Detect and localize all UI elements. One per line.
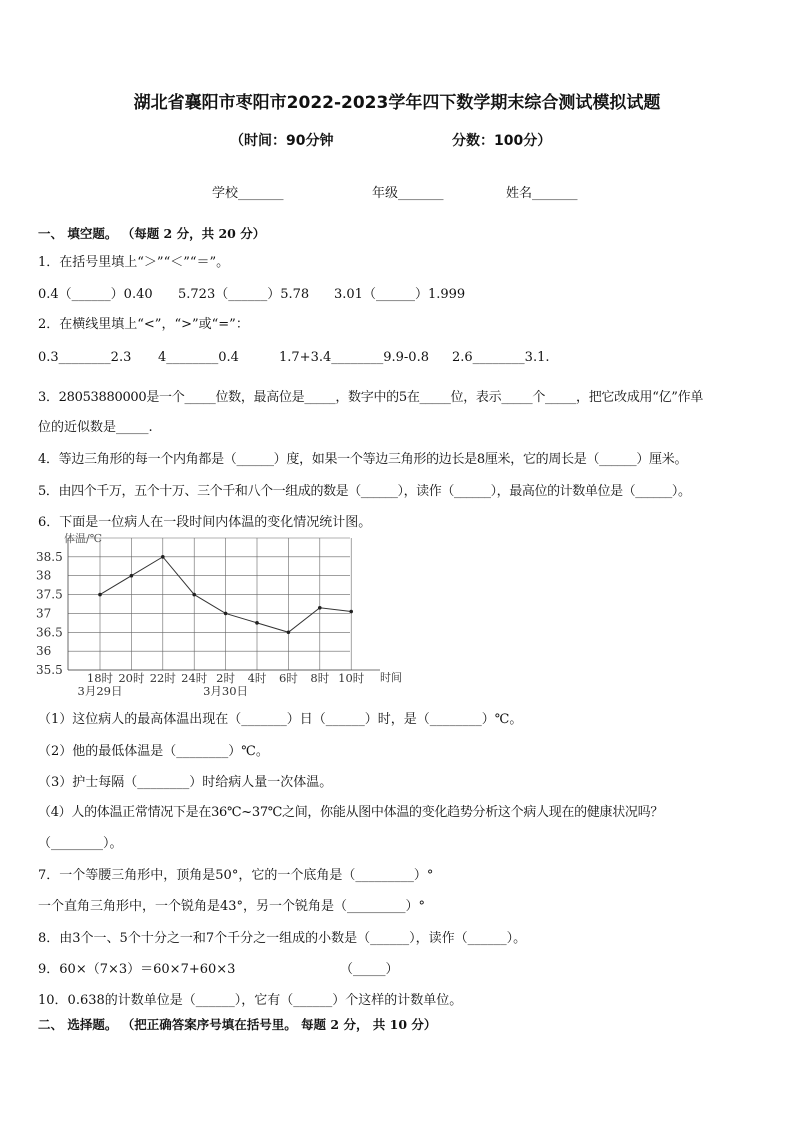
question-10: 10．0.638的计数单位是（______），它有（______）个这样的计数单位。	[38, 993, 463, 1008]
x-tick-label: 24时	[181, 671, 208, 685]
question-7-cont: 一个直角三角形中，一个锐角是43°，另一个锐角是（_________）°	[38, 899, 426, 914]
page-title: 湖北省襄阳市枣阳市2022-2023学年四下数学期末综合测试模拟试题	[133, 93, 661, 113]
q1-item: 0.4（______）0.40	[38, 287, 153, 302]
question-6: 6．下面是一位病人在一段时间内体温的变化情况统计图。	[38, 515, 372, 530]
data-point	[287, 630, 291, 634]
q1-item: 5.723（______）5.78	[178, 287, 310, 302]
question-8: 8．由3个一、5个十分之一和7个千分之一组成的小数是（______），读作（______）。	[38, 931, 527, 946]
date-labels	[78, 684, 249, 698]
y-tick-label: 35.5	[36, 663, 63, 677]
data-point	[130, 574, 134, 578]
question-2: 2．在横线里填上“<”，“>”或“=”：	[38, 317, 249, 332]
temperature-line-chart	[36, 530, 416, 700]
x-tick-label: 20时	[118, 671, 145, 685]
question-6-1: （1）这位病人的最高体温出现在（_______）日（______）时，是（________）℃。	[38, 712, 523, 727]
question-6-4-blank: （________）。	[38, 836, 123, 851]
exam-time: （时间：90分钟	[230, 133, 334, 149]
question-6-2: （2）他的最低体温是（________）℃。	[38, 744, 269, 759]
question-4: 4．等边三角形的每一个内角都是（______）度，如果一个等边三角形的边长是8厘米，它的周长是（______）厘米。	[38, 452, 688, 467]
x-tick-labels	[87, 671, 365, 685]
chart-grid	[68, 538, 380, 670]
question-9-blank: （_____）	[340, 962, 399, 977]
x-tick-label: 10时	[338, 671, 365, 685]
question-6-3: （3）护士每隔（________）时给病人量一次体温。	[38, 775, 333, 790]
school-field: 学校_______	[212, 186, 284, 201]
question-3-cont: 位的近似数是_____.	[38, 420, 153, 435]
y-tick-label: 37	[36, 606, 52, 621]
question-3: 3．28053880000是一个_____位数，最高位是_____，数字中的5在_____位，表示_____个_____，把它改成用“亿”作单	[38, 390, 704, 405]
data-point	[98, 593, 102, 597]
data-point	[318, 606, 322, 610]
question-7: 7．一个等腰三角形中，顶角是50°，它的一个底角是（_________）°	[38, 868, 434, 883]
y-axis-label: 体温/℃	[64, 532, 103, 545]
q2-item: 2.6________3.1.	[452, 350, 550, 365]
x-tick-label: 8时	[310, 671, 330, 685]
question-5: 5．由四个千万，五个十万、三个千和八个一组成的数是（______），读作（______），最高位的计数单位是（______）。	[38, 484, 691, 499]
data-point	[192, 593, 196, 597]
date-label: 3月29日	[77, 684, 123, 698]
x-tick-label: 18时	[86, 671, 114, 685]
q2-item: 4________0.4	[158, 350, 239, 365]
data-point	[349, 610, 353, 614]
x-tick-label: 4时	[247, 671, 267, 685]
q1-item: 3.01（______）1.999	[334, 287, 466, 302]
exam-score: 分数：100分）	[452, 133, 552, 149]
question-6-4: （4）人的体温正常情况下是在36℃~37℃之间，你能从图中体温的变化趋势分析这个病人现在的健康状况吗？	[38, 805, 664, 820]
name-field: 姓名_______	[506, 186, 578, 201]
section-heading-1: 一、 填空题。 （每题 2 分，共 20 分）	[38, 226, 266, 241]
date-label: 3月30日	[203, 684, 249, 698]
x-tick-label: 2时	[216, 671, 236, 685]
y-tick-label: 36.5	[36, 625, 63, 640]
y-tick-label: 37.5	[36, 587, 63, 602]
q2-item: 0.3________2.3	[38, 350, 132, 365]
y-tick-label: 36	[36, 644, 52, 659]
y-tick-label: 38	[36, 568, 52, 583]
section-heading-2: 二、 选择题。 （把正确答案序号填在括号里。 每题 2 分， 共 10 分）	[38, 1017, 437, 1032]
question-9: 9．60×（7×3）＝60×7+60×3	[38, 962, 236, 977]
y-tick-label: 38.5	[36, 549, 63, 564]
data-point	[161, 555, 165, 559]
x-tick-label: 6时	[278, 671, 298, 685]
data-point	[224, 612, 228, 616]
x-tick-label: 22时	[149, 671, 176, 685]
q2-item: 1.7+3.4________9.9-0.8	[279, 350, 429, 365]
question-1: 1．在括号里填上“＞”“＜”“＝”。	[38, 255, 230, 270]
data-point	[255, 621, 259, 625]
y-tick-labels	[36, 550, 63, 677]
grade-field: 年级_______	[372, 186, 444, 201]
x-axis-label: 时间	[380, 671, 402, 684]
